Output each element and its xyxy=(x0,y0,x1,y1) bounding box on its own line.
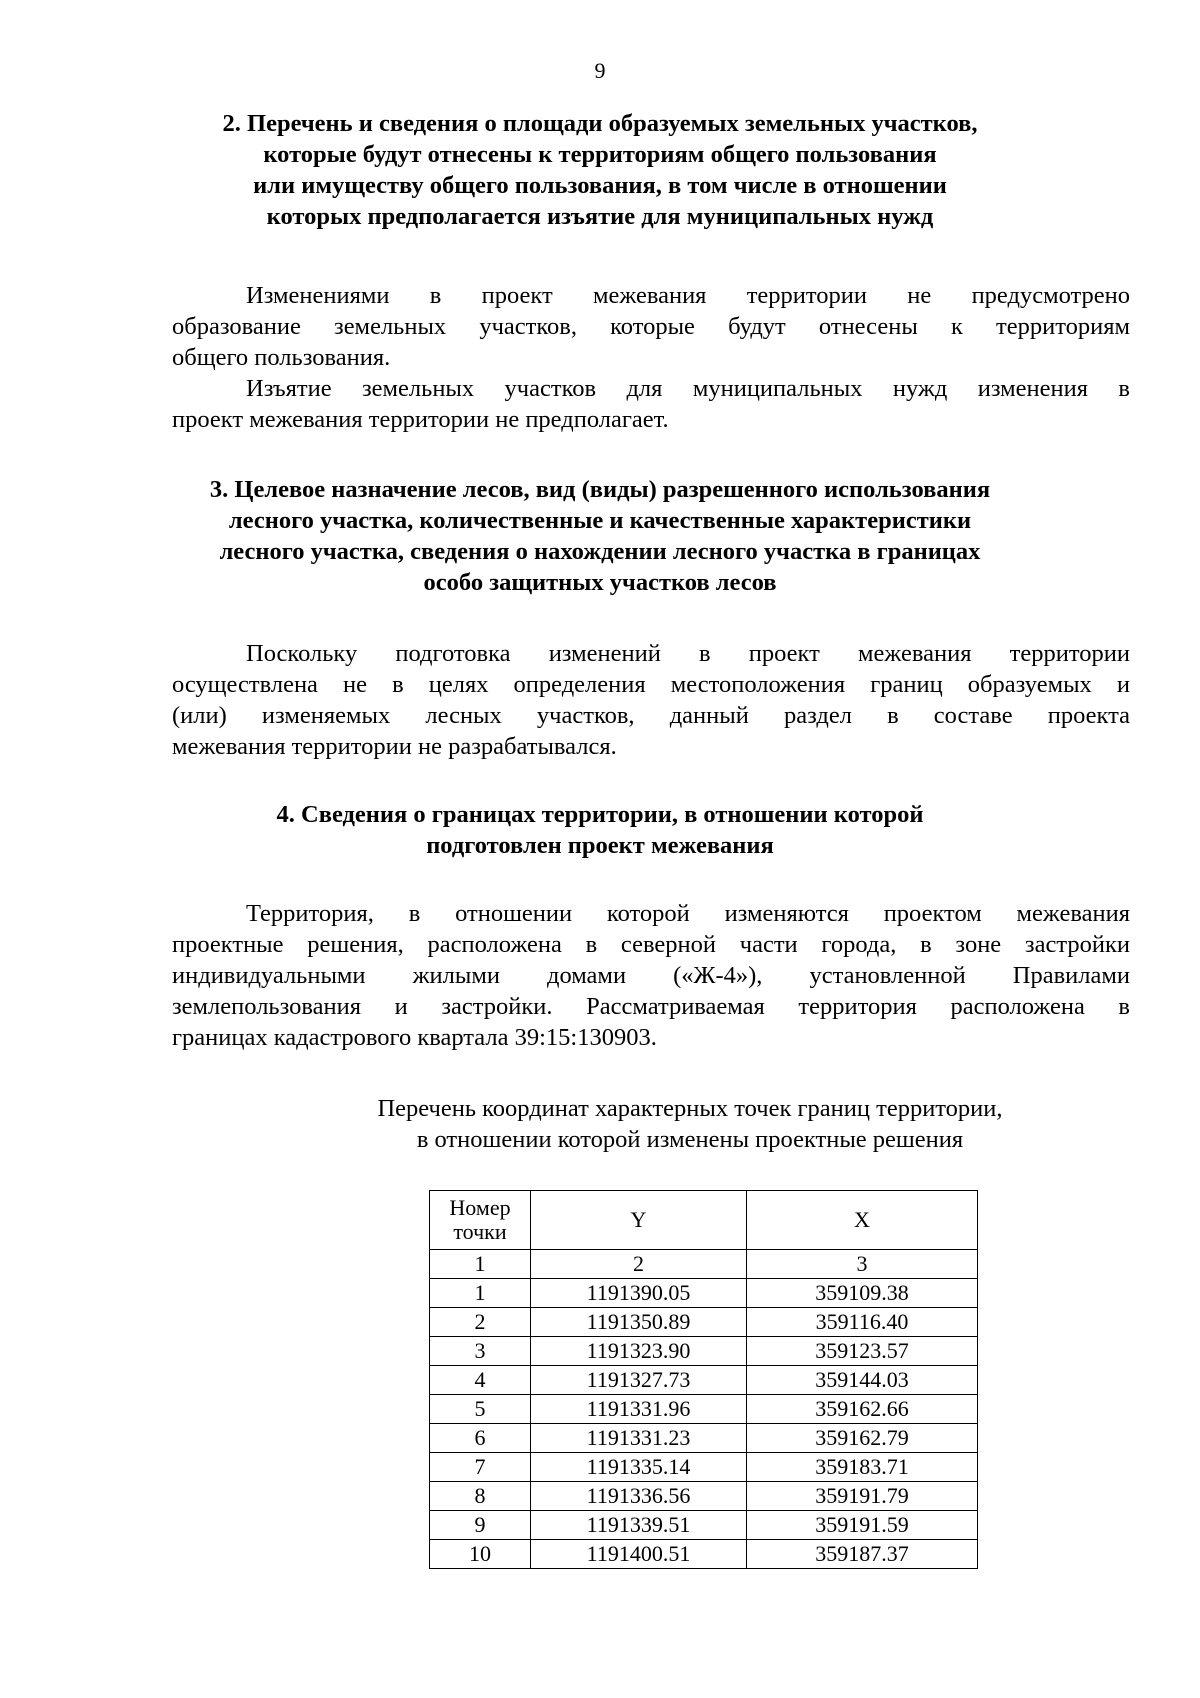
heading-line: 4. Сведения о границах территории, в отношении которой xyxy=(276,801,924,828)
section-2-paragraph-2 xyxy=(172,373,1130,435)
paragraph-line: Поскольку подготовка изменений в проект межевания территории xyxy=(246,640,1130,667)
point-number-cell: 8 xyxy=(430,1482,531,1511)
paragraph-line: землепользования и застройки. Рассматриваемая территория расположена в xyxy=(172,993,1130,1020)
x-coordinate-cell: 359123.57 xyxy=(747,1337,978,1366)
point-number-cell: 6 xyxy=(430,1424,531,1453)
caption-line: Перечень координат характерных точек границ территории, xyxy=(377,1095,1003,1122)
caption-line: в отношении которой изменены проектные решения xyxy=(416,1126,964,1153)
table-row xyxy=(430,1453,978,1482)
paragraph-line: индивидуальными жилыми домами («Ж-4»), установленной Правилами xyxy=(172,962,1130,989)
heading-line: которые будут отнесены к территориям общего пользования xyxy=(263,141,937,168)
point-number-cell: 4 xyxy=(430,1366,531,1395)
heading-line: лесного участка, количественные и качественные характеристики xyxy=(228,507,972,534)
table-row xyxy=(430,1424,978,1453)
x-coordinate-cell: 359162.79 xyxy=(747,1424,978,1453)
section-2-paragraph-1 xyxy=(172,280,1130,373)
x-coordinate-cell: 359183.71 xyxy=(747,1453,978,1482)
paragraph-line: межевания территории не разрабатывался. xyxy=(172,733,617,760)
section-4-paragraph-1 xyxy=(172,898,1130,1053)
table-row xyxy=(430,1482,978,1511)
table-body xyxy=(430,1250,978,1569)
point-number-cell: 9 xyxy=(430,1511,531,1540)
paragraph-line: Изменениями в проект межевания территории не предусмотрено xyxy=(246,282,1130,309)
point-number-cell: 2 xyxy=(430,1308,531,1337)
heading-line: лесного участка, сведения о нахождении лесного участка в границах xyxy=(219,538,981,565)
paragraph-line: Изъятие земельных участков для муниципальных нужд изменения в xyxy=(246,375,1130,402)
column-number-cell: 1 xyxy=(430,1250,531,1279)
paragraph-line: Территория, в отношении которой изменяются проектом межевания xyxy=(246,900,1130,927)
table-row xyxy=(430,1540,978,1569)
x-coordinate-cell: 359187.37 xyxy=(747,1540,978,1569)
header-point-number: Номер точки xyxy=(430,1191,531,1250)
heading-line: которых предполагается изъятие для муниципальных нужд xyxy=(266,203,934,230)
section-4-heading xyxy=(150,799,1050,861)
y-coordinate-cell: 1191336.56 xyxy=(531,1482,747,1511)
x-coordinate-cell: 359191.59 xyxy=(747,1511,978,1540)
table-header-row xyxy=(430,1191,978,1250)
y-coordinate-cell: 1191390.05 xyxy=(531,1279,747,1308)
paragraph-line: границах кадастрового квартала 39:15:130903. xyxy=(172,1024,657,1051)
page-number: 9 xyxy=(594,58,606,83)
paragraph-line: проект межевания территории не предполагает. xyxy=(172,406,669,433)
heading-line: особо защитных участков лесов xyxy=(423,569,777,596)
table-caption xyxy=(300,1093,1080,1155)
table-row xyxy=(430,1366,978,1395)
header-y: Y xyxy=(531,1191,747,1250)
point-number-cell: 5 xyxy=(430,1395,531,1424)
paragraph-line: (или) изменяемых лесных участков, данный раздел в составе проекта xyxy=(172,702,1130,729)
x-coordinate-cell: 359116.40 xyxy=(747,1308,978,1337)
point-number-cell: 3 xyxy=(430,1337,531,1366)
table-row xyxy=(430,1395,978,1424)
paragraph-line: проектные решения, расположена в северной части города, в зоне застройки xyxy=(172,931,1130,958)
y-coordinate-cell: 1191327.73 xyxy=(531,1366,747,1395)
heading-line: 3. Целевое назначение лесов, вид (виды) разрешенного использования xyxy=(209,476,991,503)
heading-line: 2. Перечень и сведения о площади образуемых земельных участков, xyxy=(222,110,978,137)
y-coordinate-cell: 1191335.14 xyxy=(531,1453,747,1482)
y-coordinate-cell: 1191323.90 xyxy=(531,1337,747,1366)
y-coordinate-cell: 1191331.23 xyxy=(531,1424,747,1453)
y-coordinate-cell: 1191331.96 xyxy=(531,1395,747,1424)
section-2-heading xyxy=(150,108,1050,232)
point-number-cell: 10 xyxy=(430,1540,531,1569)
column-number-cell: 3 xyxy=(747,1250,978,1279)
table-row xyxy=(430,1511,978,1540)
section-3-paragraph-1 xyxy=(172,638,1130,762)
y-coordinate-cell: 1191350.89 xyxy=(531,1308,747,1337)
paragraph-line: образование земельных участков, которые будут отнесены к территориям xyxy=(172,313,1130,340)
y-coordinate-cell: 1191400.51 xyxy=(531,1540,747,1569)
table-row xyxy=(430,1337,978,1366)
x-coordinate-cell: 359109.38 xyxy=(747,1279,978,1308)
heading-line: или имуществу общего пользования, в том числе в отношении xyxy=(253,172,947,199)
table-row xyxy=(430,1308,978,1337)
header-x: X xyxy=(747,1191,978,1250)
column-number-row xyxy=(430,1250,978,1279)
table-row xyxy=(430,1279,978,1308)
paragraph-line: осуществлена не в целях определения местоположения границ образуемых и xyxy=(172,671,1130,698)
y-coordinate-cell: 1191339.51 xyxy=(531,1511,747,1540)
point-number-cell: 7 xyxy=(430,1453,531,1482)
coordinates-table xyxy=(429,1190,978,1569)
column-number-cell: 2 xyxy=(531,1250,747,1279)
section-3-heading xyxy=(150,474,1050,598)
x-coordinate-cell: 359191.79 xyxy=(747,1482,978,1511)
point-number-cell: 1 xyxy=(430,1279,531,1308)
x-coordinate-cell: 359162.66 xyxy=(747,1395,978,1424)
paragraph-line: общего пользования. xyxy=(172,344,391,371)
x-coordinate-cell: 359144.03 xyxy=(747,1366,978,1395)
heading-line: подготовлен проект межевания xyxy=(426,832,774,859)
